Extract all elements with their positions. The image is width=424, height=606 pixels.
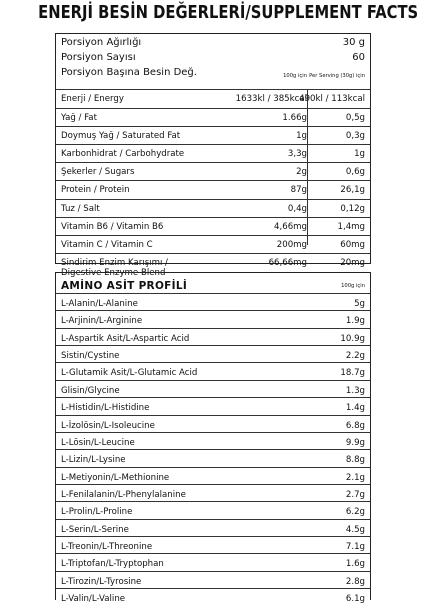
amino-name: L-Metiyonin/L-Methionine	[61, 472, 170, 483]
nutrient-name: Enerji / Energy	[61, 94, 124, 104]
nutrient-name: Tuz / Salt	[61, 204, 100, 214]
nutrient-name: Yağ / Fat	[61, 113, 97, 123]
nutrient-per-serving: 490kl / 113kcal	[299, 94, 365, 104]
nutrient-per-serving: 26,1g	[340, 185, 365, 195]
nutrient-per100g: 1633kl / 385kcal	[235, 94, 307, 104]
amino-value: 1.4g	[345, 403, 365, 414]
amino-name: L-Lizin/L-Lysine	[61, 455, 126, 466]
amino-value: 10.9g	[340, 333, 365, 344]
amino-name: L-Fenilalanin/L-Phenylalanine	[61, 489, 186, 500]
nutrient-name: Şekerler / Sugars	[61, 167, 135, 177]
nutrient-name-secondary: Digestive Enzyme Blend	[61, 268, 166, 278]
amino-row	[56, 571, 370, 589]
nutrient-row	[56, 180, 370, 199]
nutrient-row	[56, 217, 370, 236]
amino-row	[56, 362, 370, 380]
nutrient-per100g: 87g	[290, 185, 307, 195]
nutrient-name: Sindirim Enzim Karışımı /	[61, 258, 168, 268]
amino-row	[56, 432, 370, 450]
nutrient-row	[56, 126, 370, 145]
serving-size-value: 30 g	[342, 37, 365, 48]
nutrient-per100g: 4,66mg	[274, 222, 307, 232]
amino-name: L-Valin/L-Valine	[61, 594, 126, 604]
nutrient-per100g: 200mg	[276, 240, 307, 250]
amino-row	[56, 553, 370, 571]
nutrient-name: Doymuş Yağ / Saturated Fat	[61, 131, 181, 141]
serving-size-label: Porsiyon Ağırlığı	[61, 37, 142, 48]
amino-name: L-Alanin/L-Alanine	[61, 299, 138, 309]
amino-row	[56, 397, 370, 415]
nutrient-name: Protein / Protein	[61, 185, 130, 195]
amino-value: 2.8g	[345, 576, 365, 587]
amino-row	[56, 380, 370, 398]
nutrient-per-serving: 0,5g	[345, 113, 365, 123]
amino-name: L-Serin/L-Serine	[61, 524, 129, 535]
amino-heading: AMİNO ASİT PROFİLİ	[61, 280, 188, 292]
nutrient-per100g: 66,66mg	[268, 258, 307, 268]
amino-name: L-İzolösin/L-Isoleucine	[61, 420, 155, 431]
amino-row	[56, 328, 370, 346]
amino-row	[56, 484, 370, 502]
amino-name: L-Prolin/L-Proline	[61, 507, 133, 518]
col-100g-header: 100g için	[283, 73, 307, 79]
amino-name: L-Histidin/L-Histidine	[61, 403, 150, 414]
nutrient-name: Vitamin B6 / Vitamin B6	[61, 222, 164, 232]
nutrient-per-serving: 1g	[354, 149, 365, 159]
amino-value: 18.7g	[340, 368, 365, 379]
nutrient-per-serving: 1,4mg	[337, 222, 365, 232]
amino-value: 7.1g	[345, 541, 365, 552]
amino-col-label: 100g için	[341, 283, 365, 289]
nutrient-per100g: 1.66g	[282, 113, 307, 123]
amino-row	[56, 293, 370, 311]
nutrient-per-serving: 0,6g	[345, 167, 365, 177]
serving-count-label: Porsiyon Sayısı	[61, 52, 136, 63]
amino-value: 6.1g	[345, 594, 365, 604]
nutrition-facts-panel	[55, 33, 371, 278]
amino-value: 2.2g	[345, 351, 365, 362]
per-serving-label: Porsiyon Başına Besin Değ.	[61, 67, 197, 78]
nutrient-per-serving: 60mg	[340, 240, 365, 250]
amino-name: L-Lösin/L-Leucine	[61, 437, 135, 448]
amino-row	[56, 310, 370, 328]
nutrient-name: Karbonhidrat / Carbohydrate	[61, 149, 185, 159]
amino-name: Sistin/Cystine	[61, 351, 120, 362]
nutrient-per-serving: 0,3g	[345, 131, 365, 141]
amino-value: 9.9g	[345, 437, 365, 448]
col-serving-header: Per Serving (30g) için	[309, 73, 365, 79]
nutrient-row	[56, 162, 370, 181]
nutrient-row	[56, 199, 370, 218]
serving-count-value: 60	[352, 52, 365, 63]
amino-value: 2.1g	[345, 472, 365, 483]
amino-value: 8.8g	[345, 455, 365, 466]
nutrient-per-serving: 0,12g	[340, 204, 365, 214]
nutrient-per-serving: 20mg	[340, 258, 365, 268]
amino-name: L-Tirozin/L-Tyrosine	[61, 576, 142, 587]
amino-value: 5g	[354, 299, 365, 309]
amino-name: L-Triptofan/L-Tryptophan	[61, 559, 164, 570]
amino-name: Glisin/Glycine	[61, 385, 120, 396]
amino-name: L-Aspartik Asit/L-Aspartic Acid	[61, 333, 190, 344]
amino-name: L-Treonin/L-Threonine	[61, 541, 153, 552]
amino-acid-panel	[55, 272, 371, 604]
amino-row	[56, 345, 370, 363]
amino-value: 1.3g	[345, 385, 365, 396]
nutrient-row	[56, 235, 370, 254]
amino-value: 1.9g	[345, 316, 365, 327]
amino-value: 6.8g	[345, 420, 365, 431]
amino-name: L-Arjinin/L-Arginine	[61, 316, 143, 327]
amino-row	[56, 519, 370, 537]
document-title: ENERJİ BESİN DEĞERLERİ/SUPPLEMENT FACTS	[38, 2, 419, 23]
amino-value: 2.7g	[345, 489, 365, 500]
nutrient-row	[56, 108, 370, 127]
nutrient-per100g: 3,3g	[287, 149, 307, 159]
nutrient-name: Vitamin C / Vitamin C	[61, 240, 153, 250]
nutrient-per100g: 1g	[296, 131, 307, 141]
amino-value: 6.2g	[345, 507, 365, 518]
amino-name: L-Glutamik Asit/L-Glutamic Acid	[61, 368, 198, 379]
amino-row	[56, 415, 370, 433]
amino-row	[56, 536, 370, 554]
nutrient-row	[56, 89, 370, 108]
nutrient-per100g: 0,4g	[287, 204, 307, 214]
amino-value: 1.6g	[345, 559, 365, 570]
nutrient-per100g: 2g	[296, 167, 307, 177]
nutrient-row	[56, 144, 370, 163]
amino-value: 4.5g	[345, 524, 365, 535]
amino-row	[56, 467, 370, 485]
amino-row	[56, 449, 370, 467]
per-serving-header-row	[56, 67, 370, 83]
amino-row	[56, 501, 370, 519]
amino-row	[56, 588, 370, 606]
